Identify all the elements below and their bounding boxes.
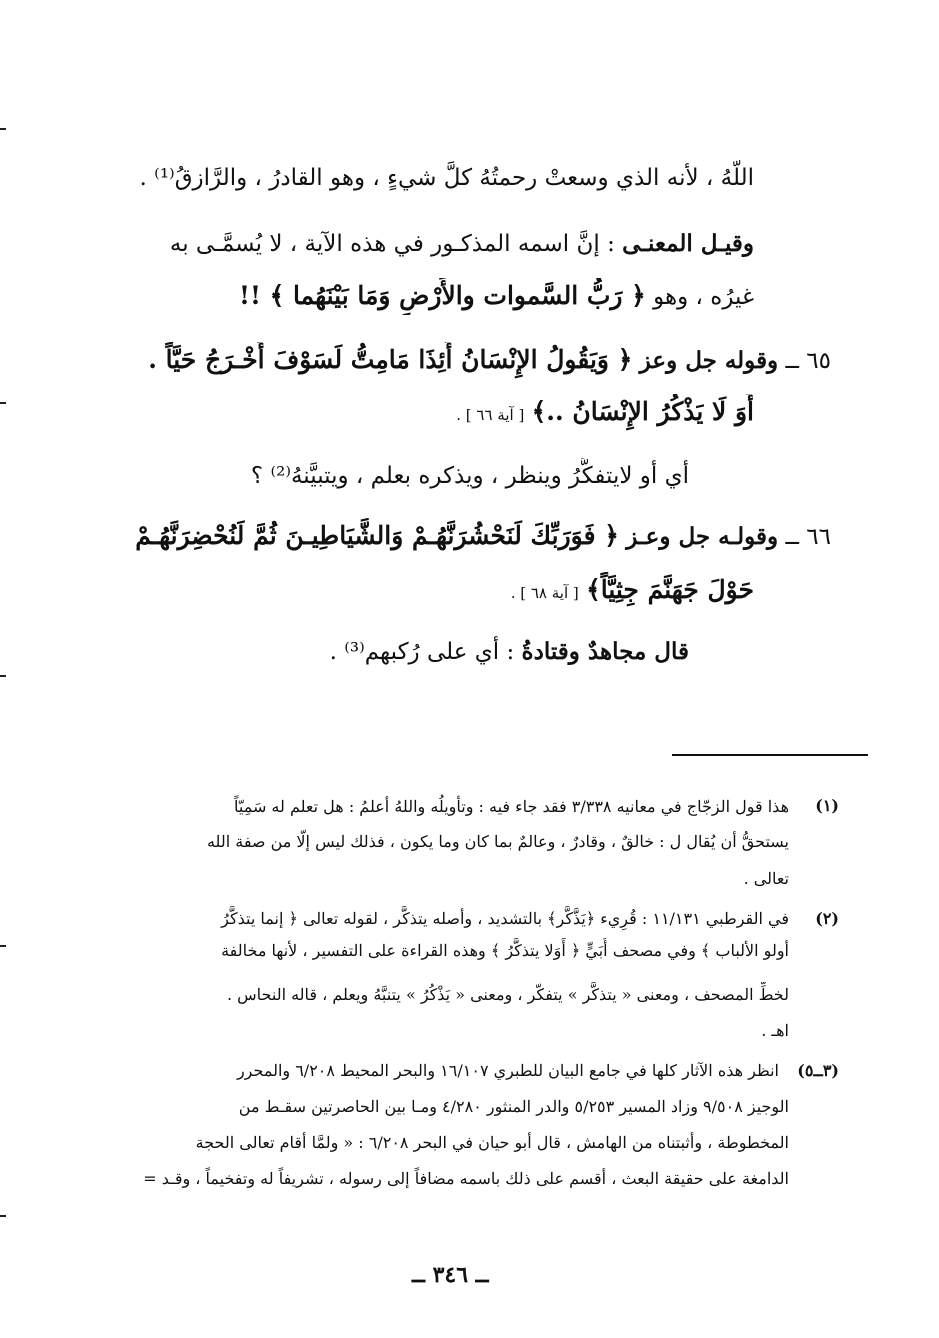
- footnote-3-line: المخطوطة ، وأثبتناه من الهامش ، قال أبو حيان في البحر ٦/٢٠٨ : « ولمَّا أقام تعالى الحجة: [195, 1133, 789, 1152]
- margin-mark: [0, 945, 6, 947]
- item-66-line-1: [101, 518, 831, 555]
- footnote-2-line: لخطِّ المصحف ، ومعنى « يتذكَّر » يتفكّر ، ومعنى « يَذْكُرُ » يتنبَّهُ ويعلم ، قاله النحاس .: [226, 985, 789, 1004]
- item-66-answer: [129, 634, 689, 670]
- margin-mark: [0, 128, 6, 130]
- verse-reference: [ آية ٦٦ ] .: [456, 406, 525, 424]
- item-66-number: ٦٦ ــ: [785, 524, 831, 550]
- main-line-1-text: اللَّهُ ، لأنه الذي وسعتْ رحمتُهُ كلَّ شيءٍ ، وهو القادرُ ، والرَّازقُ⁽¹⁾ .: [139, 165, 754, 191]
- item-66-answer-heading: قال مجاهدٌ وقتادةُ: [521, 638, 689, 665]
- main-line-3-text: غيرُه ، وهو: [653, 284, 754, 310]
- item-66-line-2: [114, 572, 754, 611]
- main-line-2-heading: وقيـل المعنـى: [622, 230, 754, 257]
- page-number: ــ ٣٤٦ ــ: [412, 1262, 489, 1288]
- margin-mark: [0, 402, 6, 404]
- item-65-number: ٦٥ ــ: [785, 348, 831, 374]
- quran-verse: ﴿ فَوَرَبِّكَ لَنَحْشُرَنَّهُـمْ وَالشَّيَاطِيـنَ ثُمَّ لَنُحْضِرَنَّهُـمْ: [135, 521, 619, 550]
- main-line-2-text: : إنَّ اسمه المذكـور في هذه الآية ، لا يُسمَّـى به: [169, 231, 615, 257]
- footnote-separator: [672, 754, 868, 756]
- margin-mark: [0, 1215, 6, 1217]
- footnote-1-line: هذا قول الزجّاج في معانيه ٣/٣٣٨ فقد جاء فيه : وتأويلُه واللهُ أعلمُ : هل تعلم له سَمِيّاً: [233, 797, 789, 816]
- main-line-2: [114, 226, 754, 262]
- item-65-answer: [129, 458, 689, 494]
- footnote-2-line: اهـ .: [761, 1021, 789, 1040]
- footnote-3-number: (٣ــ٥): [797, 1061, 839, 1080]
- footnote-1-line: يستحقُّ أن يُقال ل : خالقٌ ، وقادرٌ ، وعالمٌ بما كان وما يكون ، فذلك ليس إلّا من صفة الله: [206, 832, 789, 851]
- item-65-line-2: [114, 394, 754, 433]
- quran-verse: حَوْلَ جَهَنَّمَ جِثِيَّاً﴾: [586, 575, 754, 604]
- item-65-line-1: [101, 342, 831, 379]
- footnote-2-line: في القرطبي ١١/١٣١ : قُرِيء ﴿يَذَّكَّر﴾ بالتشديد ، وأصله يتذكَّر ، لقوله تعالى ﴿ إنما يتذكَّرُ: [221, 909, 789, 928]
- footnote-3-line: الوجيز ٩/٥٠٨ وزاد المسير ٥/٢٥٣ والدر المنثور ٤/٢٨٠ ومـا بين الحاصرتين سقـط من: [238, 1097, 789, 1116]
- item-66-lead: وقولـه جل وعـز: [626, 523, 779, 550]
- quran-verse: أَوَ لَا يَذْكُرُ الإِنْسَانُ ..﴾: [531, 397, 754, 426]
- margin-mark: [0, 675, 6, 677]
- footnote-3-line: انظر هذه الآثار كلها في جامع البيان للطبري ١٦/١٠٧ والبحر المحيط ٦/٢٠٨ والمحرر: [236, 1061, 779, 1080]
- item-66-answer-text: : أي على رُكبهم⁽³⁾ .: [329, 639, 515, 665]
- footnote-3-line: الدامغة على حقيقة البعث ، أقسم على ذلك باسمه مضافاً إلى رسوله ، تشريفاً له وتفخيماً ، وقـد =: [143, 1169, 789, 1188]
- quran-verse: ﴿ وَيَقُولُ الإِنْسَانُ أَئِذَا مَامِتُّ لَسَوْفَ أُخْـرَجُ حَيَّاً .: [148, 345, 633, 374]
- footnote-2-number: (٢): [815, 909, 839, 928]
- footnote-1-number: (١): [815, 796, 839, 815]
- main-line-3: [114, 278, 754, 315]
- verse-reference: [ آية ٦٨ ] .: [510, 584, 579, 602]
- item-65-answer-text: أي أو لايتفكَّرُ وينظر ، ويذكره بعلم ، ويتبيَّنهُ⁽²⁾ ؟: [250, 463, 689, 489]
- footnote-2-line: أولو الألباب ﴾ وفي مصحف أُبَيٍّ ﴿ أَوَلا يتذكَّرُ ﴾ وهذه القراءة على التفسير ، لأنها مخالفة: [221, 941, 789, 960]
- footnote-1-line: تعالى .: [743, 869, 789, 888]
- main-line-1: [114, 160, 754, 196]
- item-65-lead: وقوله جل وعز: [639, 347, 779, 374]
- quran-verse: ﴿ رَبُّ السَّموات والأَرْضِ وَمَا بَيْنَهُما ﴾ !!: [239, 281, 646, 310]
